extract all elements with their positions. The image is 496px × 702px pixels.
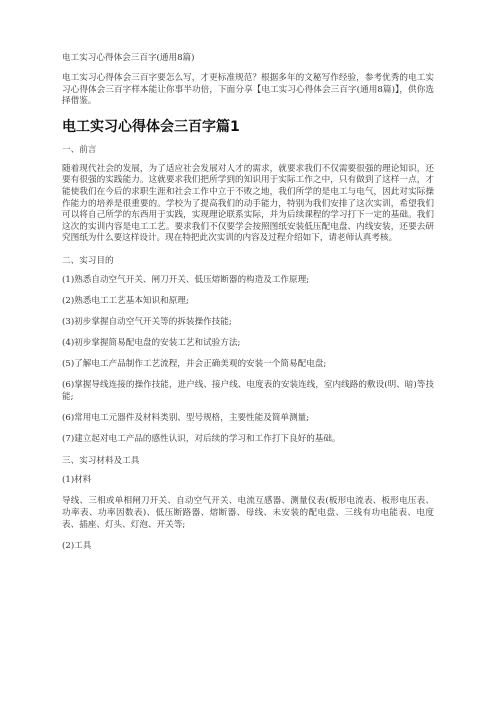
materials-heading: (1)材料 bbox=[62, 475, 92, 486]
list-item: (7)建立起对电工产品的感性认识，对后续的学习和工作打下良好的基础。 bbox=[62, 434, 341, 445]
part1-heading: 一、前言 bbox=[62, 144, 97, 155]
document-title: 电工实习心得体会三百字(通用8篇) bbox=[62, 53, 195, 63]
part3-heading: 三、实习材料及工具 bbox=[62, 456, 140, 467]
list-item: (3)初步掌握自动空气开关等的拆装操作技能; bbox=[62, 317, 232, 328]
tools-heading: (2)工具 bbox=[62, 541, 92, 552]
list-item: (2)熟悉电工工艺基本知识和原理; bbox=[62, 296, 189, 307]
document-page bbox=[62, 52, 434, 562]
list-item: (1)熟悉自动空气开关、闸刀开关、低压熔断器的构造及工作原理; bbox=[62, 274, 310, 285]
materials-body: 导线、三相或单相闸刀开关、自动空气开关、电流互感器、测量仪表(板形电流表、板形电压表、功率表、功率因数表)、低压断路器、熔断器、母线、未安装的配电盘、三线有功电能表、电度表、插座、灯头、灯泡、开关等; bbox=[62, 496, 434, 530]
list-item: (4)初步掌握简易配电盘的安装工艺和试验方法; bbox=[62, 338, 241, 349]
list-item: (6)掌握导线连接的操作技能，进户线、接户线、电度表的安装连线，室内线路的敷设(明、暗)等技能; bbox=[62, 380, 434, 402]
list-item: (6)常用电工元器件及材料类别、型号规格，主要性能及简单测量; bbox=[62, 413, 310, 424]
intro-paragraph: 电工实习心得体会三百字要怎么写，才更标准规范？根据多年的文秘写作经验，参考优秀的电工实习心得体会三百字样本能让你事半功倍，下面分享【电工实习心得体会三百字(通用8篇)】，供你选择借鉴。 bbox=[62, 73, 434, 107]
part1-body: 随着现代社会的发展，为了适应社会发展对人才的需求，就要求我们不仅需要很强的理论知识，还要有很强的实践能力。这就要求我们把所学到的知识用于实际工作之中，只有做到了这样一点，才能使我们在今后的求职生涯和社会工作中立于不败之地，我们所学的是电工与电气，因此对实际操作能力的培养是很重要的。学校为了提高我们的动手能力，特别为我们安排了这次实训，希望我们可以将自己所学的东西用于实践，实现理论联系实际，并为后续课程的学习打下一定的基础。我们这次的实训内容是电工工艺。要求我们不仅要学会按照图纸安装低压配电盘、内线安装，还要去研究图纸为什么要这样设计。现在特把此次实训的内容及过程介绍如下，请老师认真考核。 bbox=[62, 163, 434, 244]
list-item: (5)了解电工产品制作工艺流程，并会正确美观的安装一个简易配电盘; bbox=[62, 359, 327, 370]
part2-heading: 二、实习目的 bbox=[62, 255, 114, 266]
section-heading: 电工实习心得体会三百字篇1 bbox=[62, 118, 240, 135]
